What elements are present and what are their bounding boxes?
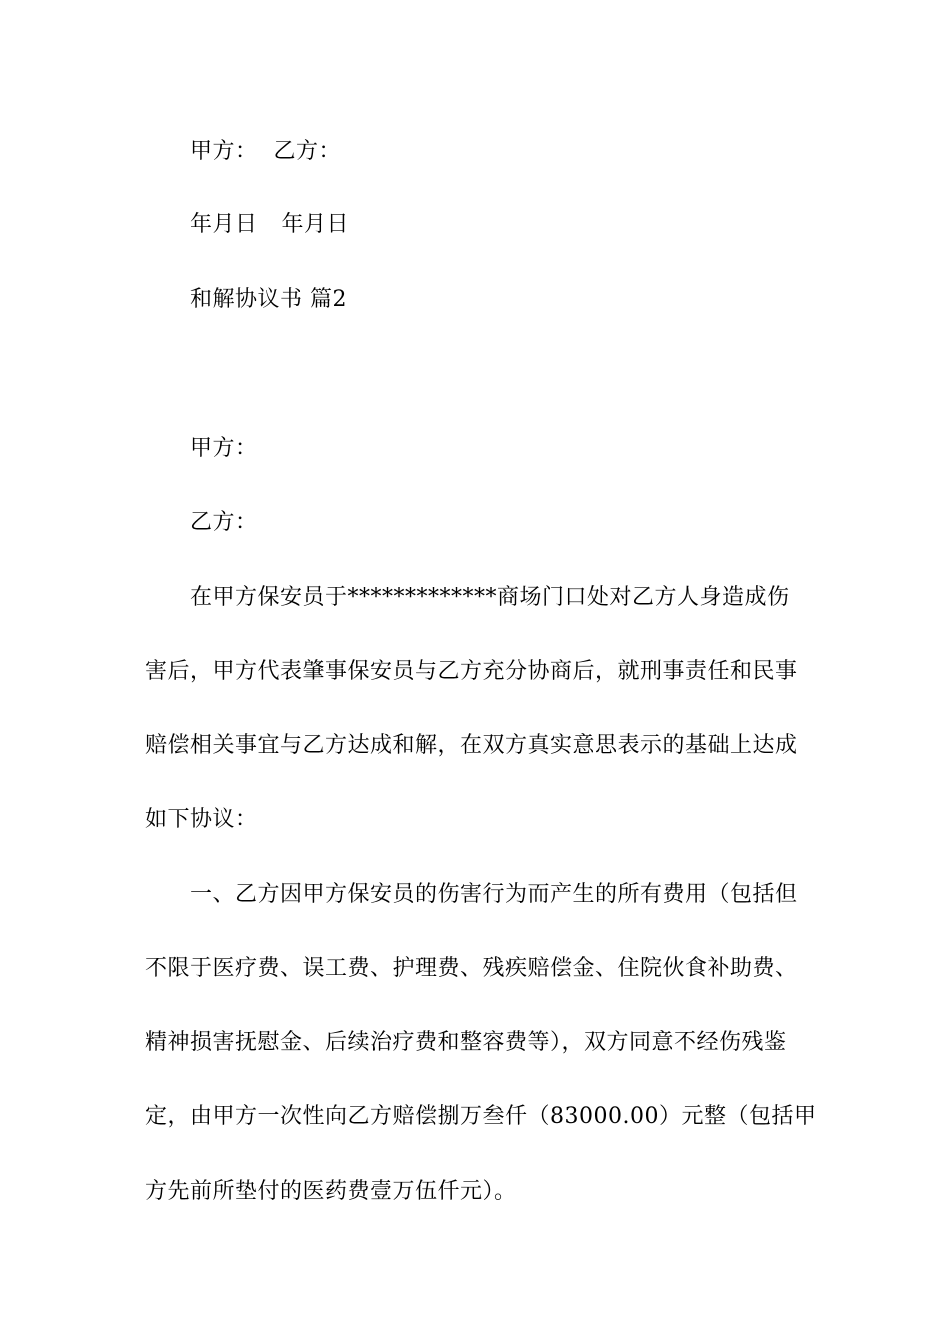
clause1-line-3: 精神损害抚慰金、后续治疗费和整容费等），双方同意不经伤残鉴 <box>145 1030 787 1055</box>
signature-party-a: 甲方： <box>190 139 258 164</box>
intro-paragraph-line-1: 在甲方保安员于*************商场门口处对乙方人身造成伤 <box>190 585 790 610</box>
party-a-label: 甲方： <box>190 436 258 461</box>
signature-date-a: 年月日 <box>190 212 258 237</box>
signature-dates-line <box>190 210 815 240</box>
party-b-label: 乙方： <box>190 510 258 535</box>
clause1-line-1: 一、乙方因甲方保安员的伤害行为而产生的所有费用（包括但 <box>190 882 798 907</box>
clause1-line-4: 定，由甲方一次性向乙方赔偿捌万叁仟（83000.00）元整（包括甲 <box>145 1104 817 1129</box>
section-title: 和解协议书 篇2 <box>190 287 347 312</box>
intro-paragraph-line-2: 害后，甲方代表肇事保安员与乙方充分协商后，就刑事责任和民事 <box>145 659 798 684</box>
intro-paragraph-line-4: 如下协议： <box>145 807 258 832</box>
signature-parties-line <box>190 137 815 167</box>
signature-date-b: 年月日 <box>281 212 350 237</box>
intro-paragraph-line-3: 赔偿相关事宜与乙方达成和解，在双方真实意思表示的基础上达成 <box>145 733 798 758</box>
clause1-line-5: 方先前所垫付的医药费壹万伍仟元）。 <box>145 1179 517 1204</box>
clause1-line-2: 不限于医疗费、误工费、护理费、残疾赔偿金、住院伙食补助费、 <box>145 956 798 981</box>
signature-party-b: 乙方： <box>273 139 342 164</box>
